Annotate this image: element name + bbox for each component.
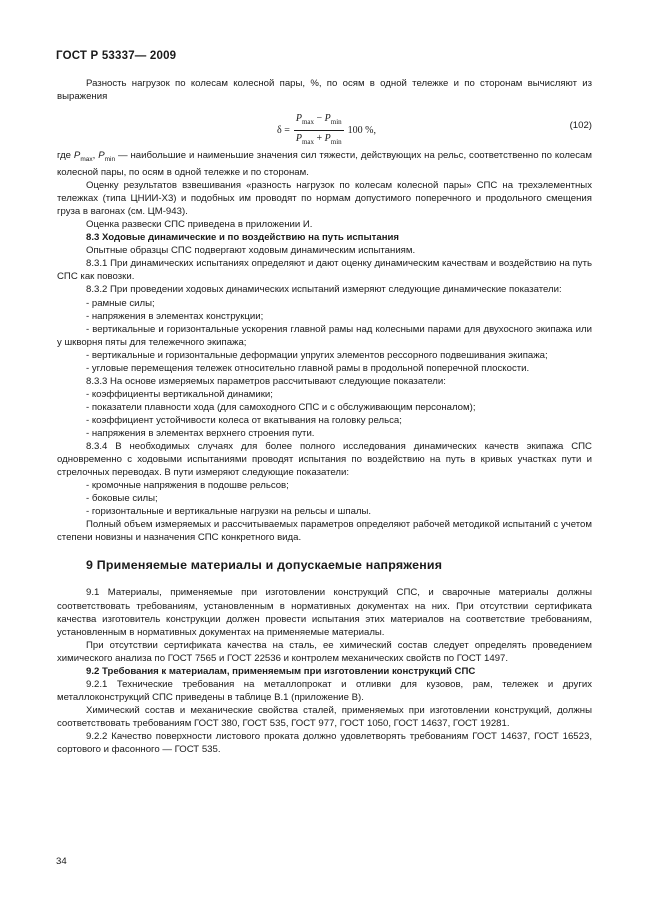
list-item: - показатели плавности хода (для самоходного СПС и с обслуживающим персоналом); <box>86 401 476 413</box>
formula-numerator: $P_{max} - P_{min}$ <box>294 112 344 131</box>
paragraph: 8.3.4 В необходимых случаях для более полного исследования динамических качеств экипажа СПС одновременно с ходовыми испытаниями проводят испытания по воздействию на путь в кривых участках пути и стрелочных переводах. В пути измеряют следующие показатели: <box>57 441 592 479</box>
paragraph: 9.2.1 Технические требования на металлопрокат и отливки для кузовов, рам, тележек и других металлоконструкций СПС приведены в таблице В.1 (приложение В). <box>57 678 592 703</box>
formula-rhs: 100 %, <box>347 125 377 137</box>
paragraph: Полный объем измеряемых и рассчитываемых параметров определяют рабочей методикой испытаний с учетом степени новизны и назначения СПС конкретного вида. <box>57 519 592 544</box>
list-item: - вертикальные и горизонтальные ускорения главной рамы над колесными парами для двухосного экипажа или у шкворня пяты для тележечного экипажа; <box>57 323 592 348</box>
paragraph: 9.1 Материалы, применяемые при изготовлении конструкций СПС, и сварочные материалы должны соответствовать требованиям, установленным в нормативных документах на них. При отсутствии сертификата качества изготовитель конструкции должен провести испытания этих материалов на соответствие требованиям, установленным в нормативных документах на применяемые материалы. <box>57 587 592 638</box>
section-heading: 9 Применяемые материалы и допускаемые напряжения <box>86 558 443 573</box>
paragraph: При отсутствии сертификата качества на сталь, ее химический состав следует определять проведением химического анализа по ГОСТ 7565 и ГОСТ 22536 и контролем механических свойств по ГОСТ 1497. <box>57 639 592 664</box>
equation-number: (102) <box>569 120 592 132</box>
paragraph: 8.3.2 При проведении ходовых динамических испытаний измеряют следующие динамические показатели: <box>86 284 562 296</box>
list-item: - угловые перемещения тележек относительно главной рамы в продольной поперечной плоскости. <box>86 362 530 374</box>
formula-fraction <box>294 112 344 149</box>
page-body <box>57 77 592 756</box>
page-number: 34 <box>56 856 67 867</box>
paragraph: Опытные образцы СПС подвергают ходовым динамическим испытаниям. <box>86 245 416 257</box>
paragraph: Оценку результатов взвешивания «разность нагрузок по колесам колесной пары» СПС на трехэлементных тележках (типа ЦНИИ-Х3) и подобных им проводят по нормам допустимого поперечного и продольного смещения груза в вагонах (см. ЦМ-943). <box>57 180 592 218</box>
paragraph: Оценка развески СПС приведена в приложении И. <box>86 219 313 231</box>
document-header: ГОСТ Р 53337— 2009 <box>56 50 177 62</box>
formula-block <box>57 109 592 145</box>
paragraph: 9.2.2 Качество поверхности листового проката должно удовлетворять требованиям ГОСТ 14637, ГОСТ 16523, сортового и фасонного — ГОСТ 535. <box>57 730 592 756</box>
list-item: - напряжения в элементах верхнего строения пути. <box>86 427 315 439</box>
paragraph: Разность нагрузок по колесам колесной пары, %, по осям в одной тележке и по сторонам вычисляют из выражения <box>57 78 592 103</box>
list-item: - кромочные напряжения в подошве рельсов; <box>86 480 289 492</box>
list-item: - вертикальные и горизонтальные деформации упругих элементов рессорного подвешивания экипажа; <box>86 349 548 361</box>
paragraph: Химический состав и механические свойства сталей, применяемых при изготовлении конструкций, должны соответствовать требованиям ГОСТ 380, ГОСТ 535, ГОСТ 977, ГОСТ 1050, ГОСТ 14637, ГОСТ 19281. <box>57 704 592 729</box>
formula-lhs: δ = <box>277 125 290 137</box>
list-item: - напряжения в элементах конструкции; <box>86 310 264 322</box>
list-item: - коэффициенты вертикальной динамики; <box>86 388 273 400</box>
list-item: - горизонтальные и вертикальные нагрузки на рельсы и шпалы. <box>86 506 372 518</box>
subsection-heading: 9.2 Требования к материалам, применяемым при изготовлении конструкций СПС <box>86 665 476 677</box>
formula-denominator: $P_{max} + P_{min}$ <box>295 133 342 147</box>
list-item: - боковые силы; <box>86 493 158 505</box>
paragraph-where: где $P_{max}$, $P_{min}$ — наибольшие и наименьшие значения сил тяжести, действующих на рельс, соответственно по колесам колесной пары, по осям в одной тележке и по сторонам. <box>57 150 592 179</box>
subsection-heading: 8.3 Ходовые динамические и по воздействию на путь испытания <box>86 232 399 244</box>
list-item: - рамные силы; <box>86 297 155 309</box>
paragraph: 8.3.1 При динамических испытаниях определяют и дают оценку динамическим качествам и воздействию на путь СПС как повозки. <box>57 258 592 283</box>
list-item: - коэффициент устойчивости колеса от вкатывания на головку рельса; <box>86 414 402 426</box>
formula <box>277 112 376 149</box>
paragraph: 8.3.3 На основе измеряемых параметров рассчитывают следующие показатели: <box>86 375 446 387</box>
